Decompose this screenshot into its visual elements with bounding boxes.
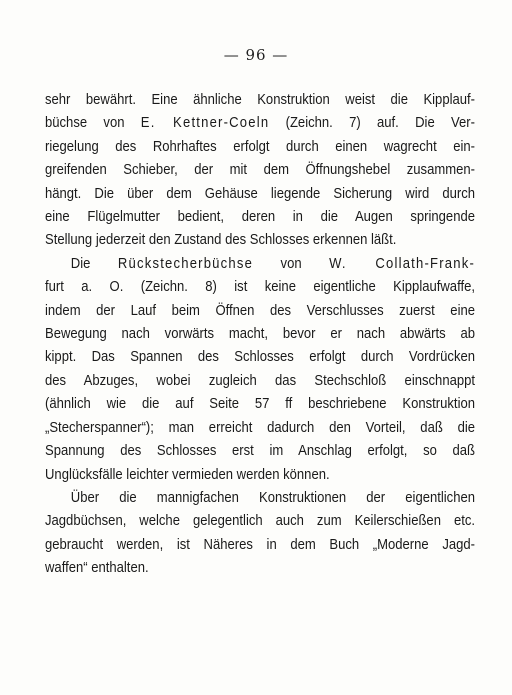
text-line: furt a. O. (Zeichn. 8) ist keine eigentliche Kipplaufwaffe, — [45, 278, 475, 296]
text-line: Spannung des Schlosses erst im Anschlag erfolgt, so daß — [45, 442, 475, 460]
text-line: waffen“ enthalten. — [45, 559, 149, 577]
text-line: kippt. Das Spannen des Schlosses erfolgt durch Vordrücken — [45, 348, 475, 366]
text-line: sehr bewährt. Eine ähnliche Konstruktion weist die Kipplauf- — [45, 91, 475, 108]
text-line: (ähnlich wie die auf Seite 57 ff beschriebene Konstruktion — [45, 395, 475, 413]
text-line: Über die mannigfachen Konstruktionen der eigentlichen — [70, 488, 476, 506]
text-line: Stellung jederzeit den Zustand des Schlosses erkennen läßt. — [45, 231, 397, 249]
paragraph-3 — [45, 486, 475, 580]
text-segment: (Zeichn. 7) auf. Die Ver- — [269, 114, 475, 132]
text-line: gebraucht werden, ist Näheres in dem Buch „Moderne Jagd- — [45, 535, 475, 553]
text-line — [45, 252, 475, 275]
text-line: greifenden Schieber, der mit dem Öffnungshebel zusammen- — [45, 161, 475, 179]
text-segment: von — [253, 254, 330, 272]
paragraph-1 — [45, 88, 475, 252]
paragraph-2 — [45, 252, 475, 486]
page-number: — 96 — — [223, 46, 289, 64]
text-line: des Abzuges, wobei zugleich das Stechschloß einschnappt — [45, 371, 475, 389]
product-name: Rückstecherbüchse — [117, 254, 254, 272]
text-line: eine Flügelmutter bedient, deren in die Augen springende — [45, 208, 475, 226]
text-line: Jagdbüchsen, welche gelegentlich auch zum Keilerschießen etc. — [45, 512, 475, 530]
text-line: Unglücksfälle leichter vermieden werden können. — [45, 465, 330, 483]
text-line: Bewegung nach vorwärts macht, bevor er nach abwärts ab — [45, 325, 475, 343]
author-name: W. Collath-Frank- — [329, 254, 476, 272]
body-text — [45, 88, 475, 580]
text-line: „Stecherspanner“); man erreicht dadurch den Vorteil, daß die — [45, 418, 475, 436]
author-name: E. Kettner-Coeln — [140, 114, 270, 132]
text-line: indem der Lauf beim Öffnen des Verschlusses zuerst eine — [45, 301, 475, 319]
text-line — [45, 111, 475, 134]
text-segment: büchse von — [45, 114, 141, 132]
text-line: hängt. Die über dem Gehäuse liegende Sicherung wird durch — [45, 184, 475, 202]
text-line: riegelung des Rohrhaftes erfolgt durch einen wagrecht ein- — [45, 137, 475, 155]
text-segment: Die — [70, 254, 118, 272]
